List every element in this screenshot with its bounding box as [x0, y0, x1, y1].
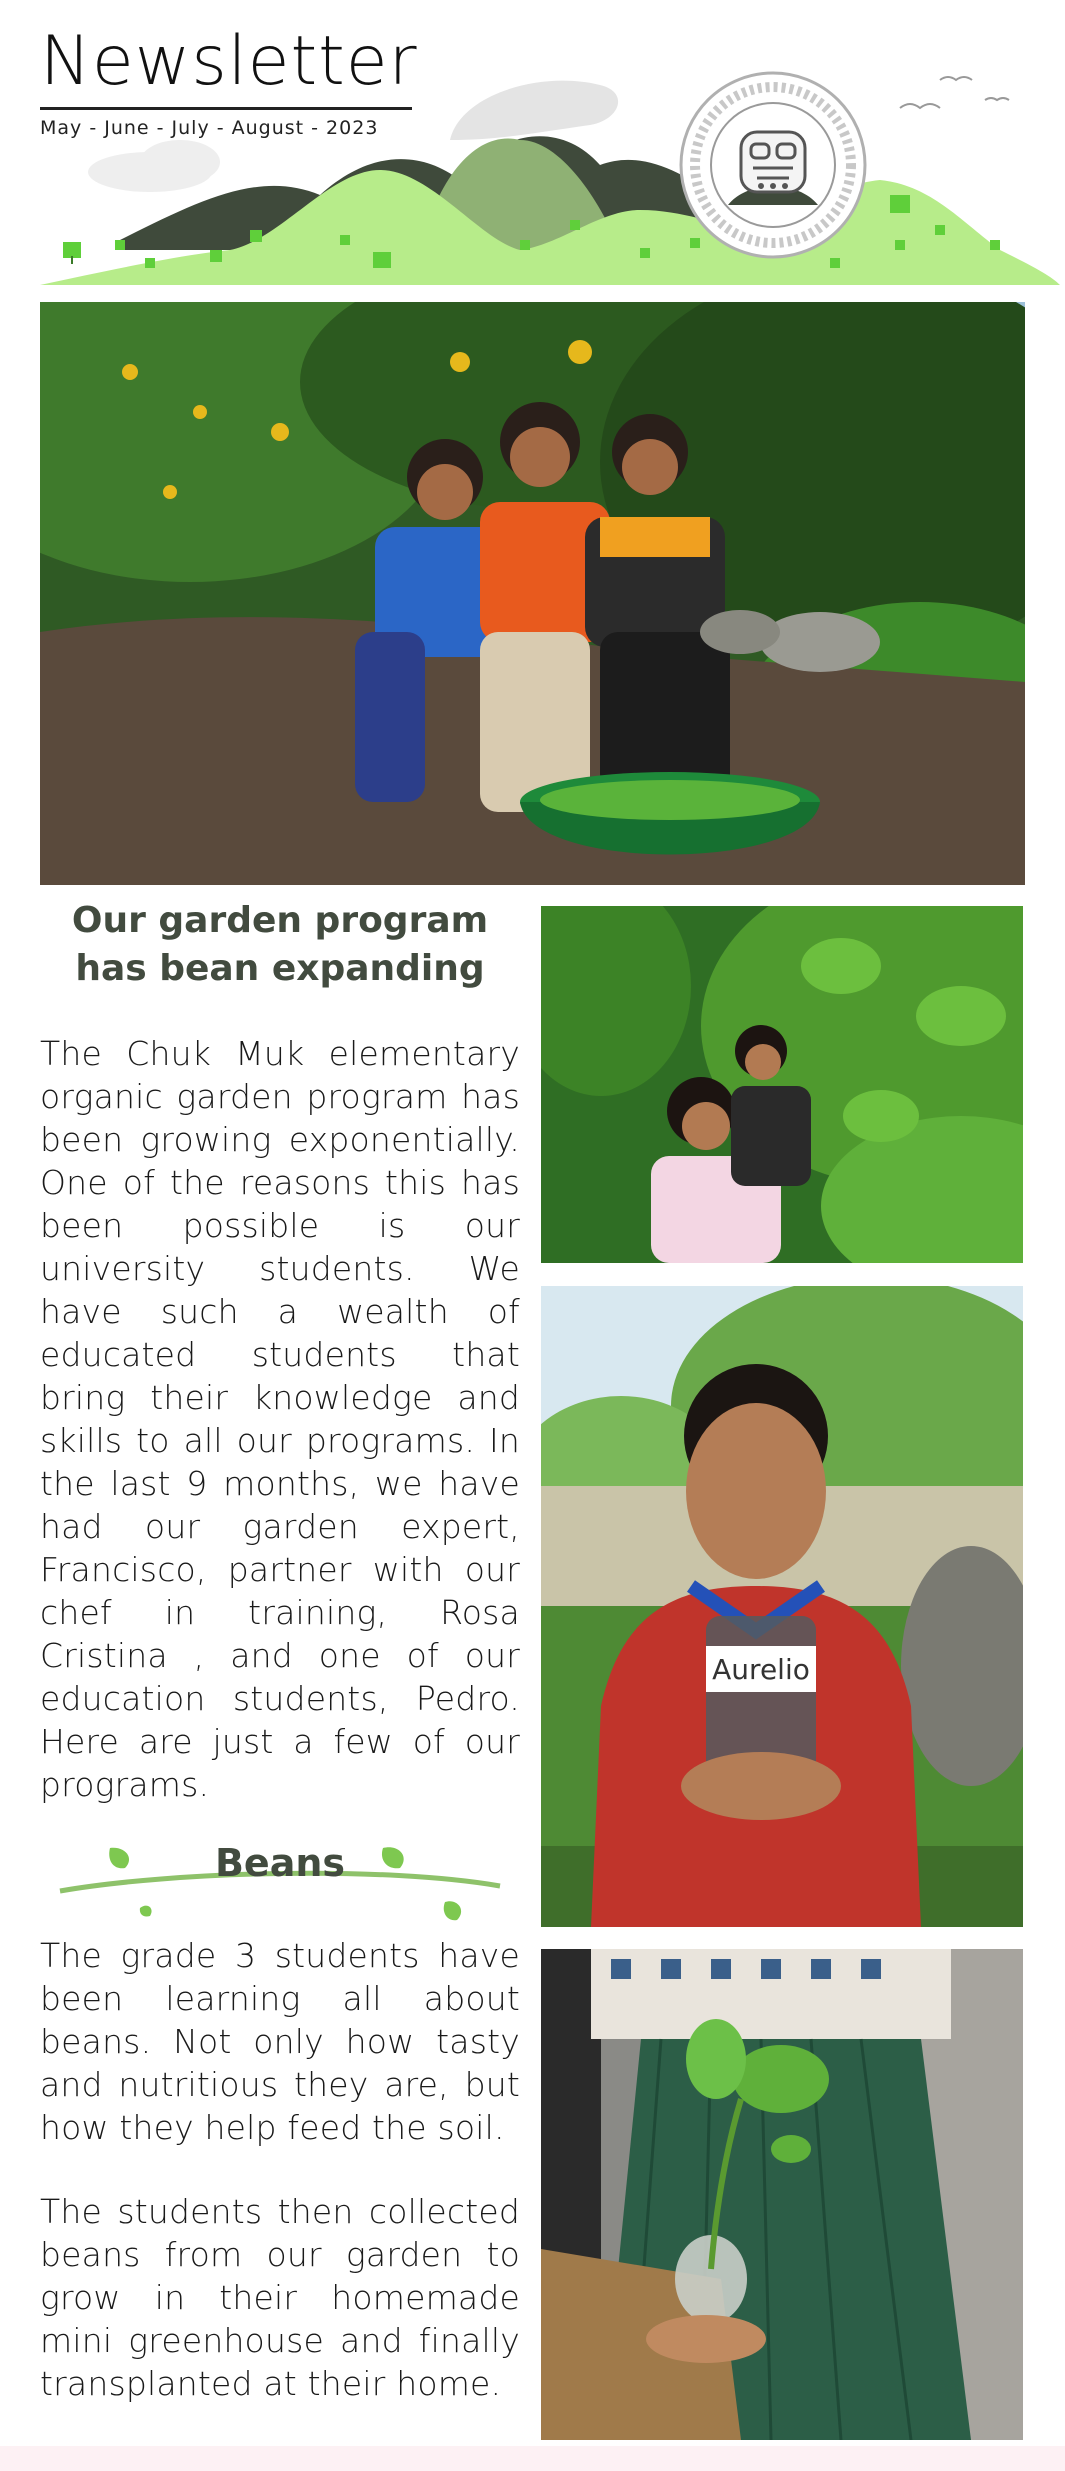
photo-boy-holding-jar — [541, 1286, 1023, 1927]
page-footer-strip — [0, 2446, 1065, 2471]
mayan-glyph-icon — [673, 70, 873, 260]
masthead — [0, 0, 1065, 290]
beans-paragraph-2: The students then collected beans from our garden to grow in their homemade mini greenhouse and finally transplanted at their home. — [40, 2192, 520, 2403]
article-heading — [40, 897, 520, 993]
photo-girls-in-bean-garden — [541, 906, 1023, 1263]
beans-paragraph-1: The grade 3 students have been learning all about beans. Not only how tasty and nutritious they are, but how they help feed the soil. — [40, 1936, 520, 2147]
date-range: May - June - July - August - 2023 — [40, 117, 379, 139]
article-body: The Chuk Muk elementary organic garden program has been growing exponentially. One of the reasons this has been possible is our university students. We have such a wealth of educated students that bring their knowledge and skills to all our programs. In the last 9 months, we have had our garden expert, Francisco, partner with our chef in training, Rosa Cristina , and one of our education students, Pedro. Here are just a few of our programs. — [40, 1034, 520, 1804]
jar-label: Aurelio — [712, 1653, 810, 1686]
article-heading-line-1: Our garden program — [71, 900, 489, 941]
photo-bean-seedling-in-jar — [541, 1949, 1023, 2440]
title-underline — [40, 107, 412, 110]
newsletter-title: Newsletter — [40, 22, 418, 101]
hero-photo-three-boys-with-beans — [40, 302, 1025, 885]
beans-section-title: Beans — [214, 1841, 346, 1885]
article-heading-line-2: has bean expanding — [75, 948, 485, 989]
